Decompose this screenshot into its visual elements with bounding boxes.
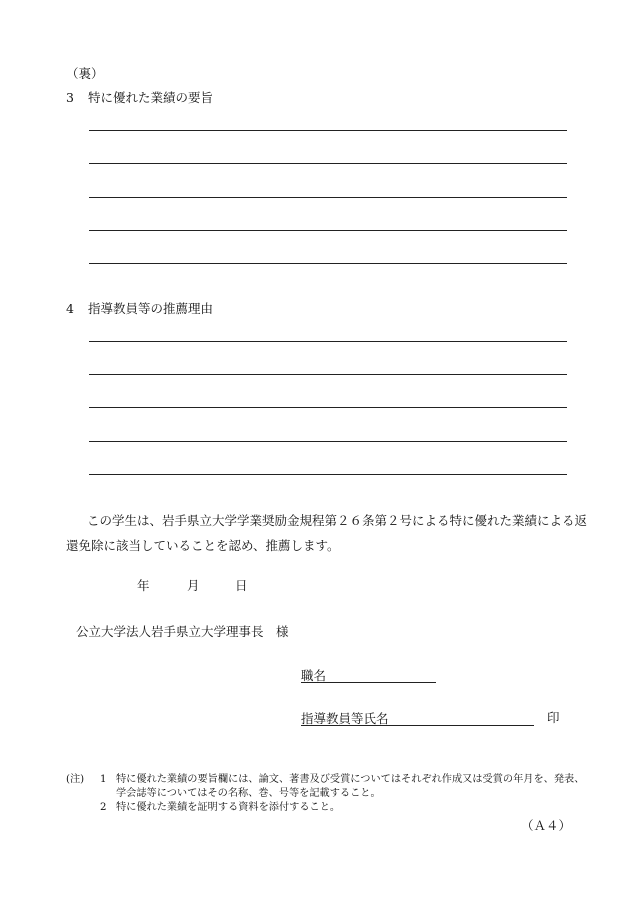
date-year-label: 年 <box>137 578 150 593</box>
statement-line-2: 還免除に該当していることを認め、推薦します。 <box>66 538 340 553</box>
section-4-title: 指導教員等の推薦理由 <box>88 301 214 316</box>
note-1-line-2: 学会誌等についてはその名称、巻、号等を記載すること。 <box>116 788 381 799</box>
paper-size-label: （Ａ４） <box>521 818 572 833</box>
position-label: 職名 <box>301 668 327 683</box>
section-4-line <box>89 441 567 442</box>
position-input-line <box>326 668 436 683</box>
section-3-number: 3 <box>66 90 74 105</box>
note-1-line-1: 特に優れた業績の要旨欄には、論文、著書及び受賞についてはそれぞれ作成又は受賞の年月を、発表、 <box>116 774 585 785</box>
section-3-line <box>89 263 567 264</box>
section-4-line <box>89 474 567 475</box>
section-3-line <box>89 130 567 131</box>
back-side-mark: （裏） <box>66 66 104 81</box>
statement-line-1: この学生は、岩手県立大学学業奨励金規程第２６条第２号による特に優れた業績による返 <box>87 513 588 528</box>
advisor-name-label: 指導教員等氏名 <box>301 711 389 726</box>
note-2-number: 2 <box>100 802 107 813</box>
note-2-text: 特に優れた業績を証明する資料を添付すること。 <box>116 802 341 813</box>
section-3-line <box>89 197 567 198</box>
advisor-name-field[interactable] <box>301 710 534 726</box>
advisor-name-input-line <box>389 711 534 726</box>
position-field[interactable] <box>301 667 436 683</box>
section-4-number: 4 <box>66 301 74 316</box>
date-day-label: 日 <box>235 578 248 593</box>
section-3-title: 特に優れた業績の要旨 <box>88 90 214 105</box>
section-4-line <box>89 374 567 375</box>
section-4-line <box>89 407 567 408</box>
notes-prefix: (注) <box>66 774 85 785</box>
seal-mark: 印 <box>547 710 560 725</box>
date-month-label: 月 <box>187 578 200 593</box>
note-1-number: 1 <box>100 774 107 785</box>
section-4-line <box>89 341 567 342</box>
section-3-line <box>89 163 567 164</box>
addressee: 公立大学法人岩手県立大学理事長 様 <box>76 624 289 639</box>
section-3-line <box>89 230 567 231</box>
